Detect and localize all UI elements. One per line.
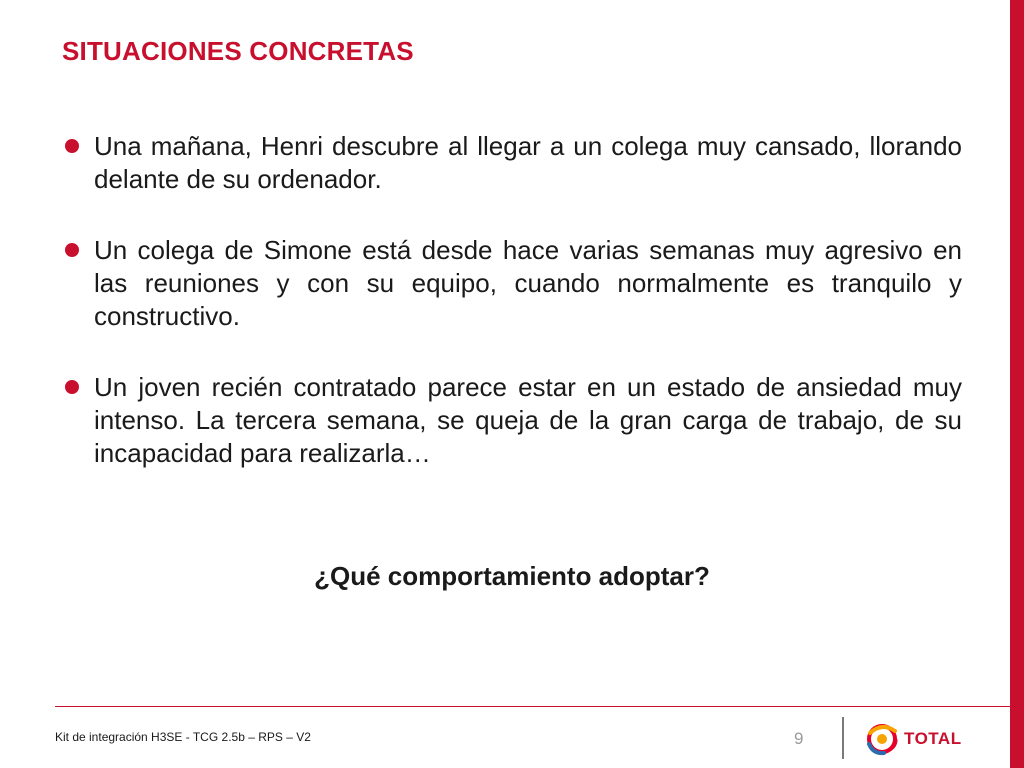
footer-divider-line	[55, 706, 1010, 707]
bullet-text: Un joven recién contratado parece estar en un estado de ansiedad muy intenso. La tercera semana, se queja de la gran carga de trabajo, de su incapacidad para realizarla…	[94, 372, 962, 468]
footer-text: Kit de integración H3SE - TCG 2.5b – RPS – V2	[55, 730, 311, 744]
bullet-list	[60, 130, 962, 508]
slide-title: SITUACIONES CONCRETAS	[62, 36, 414, 66]
logo-text: TOTAL	[904, 729, 962, 748]
bullet-icon	[65, 243, 79, 257]
bullet-item	[60, 130, 962, 196]
bullet-item	[60, 371, 962, 470]
bullet-icon	[65, 380, 79, 394]
right-accent-bar	[1010, 0, 1024, 768]
total-logo	[864, 720, 974, 758]
page-number: 9	[794, 729, 804, 748]
total-logo-icon	[864, 720, 900, 756]
bullet-text: Una mañana, Henri descubre al llegar a un colega muy cansado, llorando delante de su ordenador.	[94, 131, 962, 194]
bullet-item	[60, 234, 962, 333]
bullet-text: Un colega de Simone está desde hace varias semanas muy agresivo en las reuniones y con su equipo, cuando normalmente es tranquilo y constructivo.	[94, 235, 962, 331]
bullet-icon	[65, 139, 79, 153]
question-text: ¿Qué comportamiento adoptar?	[314, 561, 710, 591]
footer-vertical-divider	[842, 717, 844, 759]
